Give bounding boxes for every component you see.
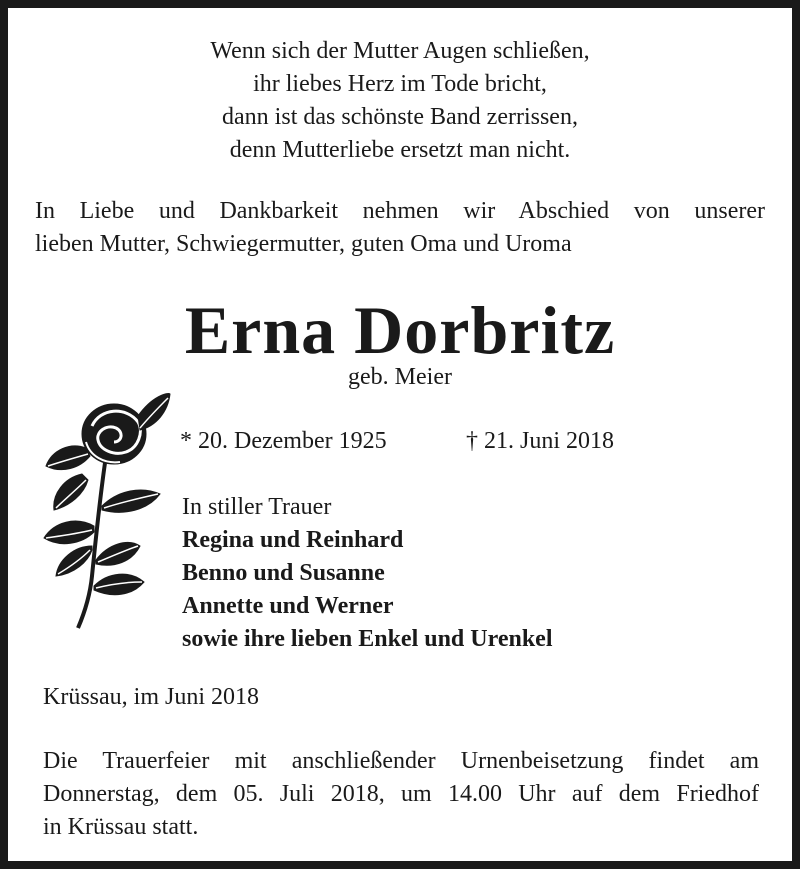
- mourner-name: Annette und Werner: [182, 593, 394, 619]
- intro-line: lieben Mutter, Schwiegermutter, guten Oma und Uroma: [35, 231, 572, 257]
- funeral-line: Donnerstag, dem 05. Juli 2018, um 14.00 Uhr auf dem Friedhof: [43, 781, 759, 807]
- poem-line: denn Mutterliebe ersetzt man nicht.: [229, 137, 571, 163]
- poem-line: dann ist das schönste Band zerrissen,: [222, 104, 578, 130]
- life-dates: [180, 426, 615, 456]
- farewell-intro: [35, 195, 765, 261]
- intro-line: In Liebe und Dankbarkeit nehmen wir Abschied von unserer: [35, 198, 765, 224]
- deceased-name: Erna Dorbritz: [184, 292, 616, 368]
- death-date: † 21. Juni 2018: [466, 428, 615, 454]
- funeral-line: in Krüssau statt.: [43, 814, 199, 840]
- memorial-poem: [8, 35, 792, 167]
- maiden-name: geb. Meier: [348, 364, 452, 390]
- poem-line: Wenn sich der Mutter Augen schließen,: [210, 38, 590, 64]
- rose-icon: [34, 386, 174, 636]
- mourner-name: sowie ihre lieben Enkel und Urenkel: [182, 626, 553, 652]
- mourning-heading: In stiller Trauer: [182, 494, 332, 520]
- poem-line: ihr liebes Herz im Tode bricht,: [253, 71, 547, 97]
- mourner-name: Regina und Reinhard: [182, 527, 404, 553]
- place-and-date: Krüssau, im Juni 2018: [43, 684, 259, 710]
- funeral-line: Die Trauerfeier mit anschließender Urnenbeisetzung findet am: [43, 748, 759, 774]
- mourners-block: [182, 491, 553, 656]
- mourner-name: Benno und Susanne: [182, 560, 385, 586]
- funeral-details: [43, 745, 759, 844]
- birth-date: * 20. Dezember 1925: [180, 428, 387, 454]
